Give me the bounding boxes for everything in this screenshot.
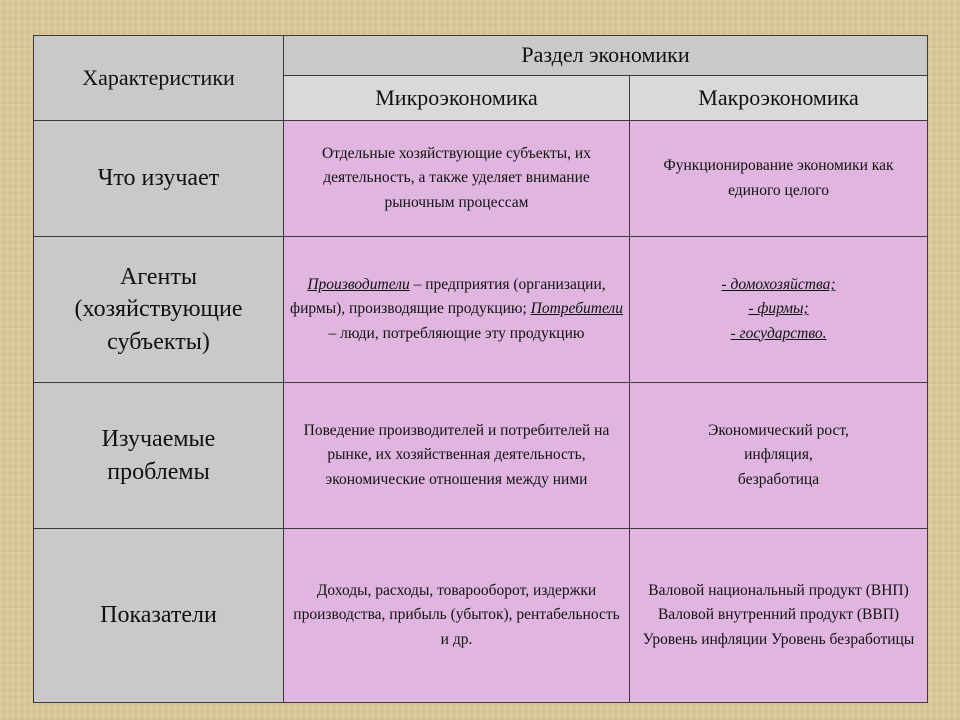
macro-problem-line: Экономический рост, bbox=[708, 422, 849, 440]
macro-agents bbox=[630, 237, 928, 383]
table-row bbox=[34, 529, 928, 703]
row-label-problems bbox=[34, 383, 284, 529]
row-label-what-studies: Что изучает bbox=[34, 121, 284, 237]
producers-term: Производители bbox=[307, 276, 410, 294]
characteristics-header: Характеристики bbox=[34, 36, 284, 121]
macro-header: Макроэкономика bbox=[630, 76, 928, 121]
micro-indicators: Доходы, расходы, товарооборот, издержки производства, прибыль (убыток), рентабельность и др. bbox=[284, 529, 630, 703]
economics-comparison-table bbox=[33, 35, 928, 703]
macro-what-studies: Функционирование экономики как единого целого bbox=[630, 121, 928, 237]
problems-label-line: Изучаемые bbox=[101, 426, 216, 453]
macro-problem-line: безработица bbox=[737, 470, 820, 488]
agents-label-line: Агенты bbox=[120, 263, 197, 290]
producers-text: – предприятия (организации, фирмы), производящие продукцию; bbox=[290, 276, 606, 318]
header-row bbox=[34, 36, 928, 76]
macro-problems bbox=[630, 383, 928, 529]
agent-item-state: - государство. bbox=[730, 324, 827, 342]
agent-item-firms: - фирмы; bbox=[748, 300, 809, 318]
agent-item-households: - домохозяйства; bbox=[721, 276, 836, 294]
agents-label-line: (хозяйствующие bbox=[74, 296, 243, 323]
problems-label-line: проблемы bbox=[107, 458, 210, 485]
micro-agents bbox=[284, 237, 630, 383]
row-label-indicators: Показатели bbox=[34, 529, 284, 703]
consumers-term: Потребители bbox=[530, 300, 623, 318]
row-label-agents bbox=[34, 237, 284, 383]
comparison-table-frame bbox=[33, 35, 927, 702]
section-header: Раздел экономики bbox=[284, 36, 928, 76]
table-row bbox=[34, 237, 928, 383]
macro-indicator-line: Уровень инфляции Уровень безработицы bbox=[642, 630, 915, 648]
macro-indicator-line: Валовой национальный продукт (ВНП) bbox=[648, 582, 909, 600]
consumers-text: – люди, потребляющие эту продукцию bbox=[328, 324, 585, 342]
micro-what-studies: Отдельные хозяйствующие субъекты, их деятельность, а также уделяет внимание рыночным процессам bbox=[284, 121, 630, 237]
macro-indicators bbox=[630, 529, 928, 703]
micro-problems: Поведение производителей и потребителей на рынке, их хозяйственная деятельность, экономические отношения между ними bbox=[284, 383, 630, 529]
table-row bbox=[34, 383, 928, 529]
micro-header: Микроэкономика bbox=[284, 76, 630, 121]
agents-label-line: субъекты) bbox=[107, 328, 210, 355]
macro-indicator-line: Валовой внутренний продукт (ВВП) bbox=[657, 606, 900, 624]
table-row bbox=[34, 121, 928, 237]
macro-problem-line: инфляция, bbox=[744, 446, 813, 464]
